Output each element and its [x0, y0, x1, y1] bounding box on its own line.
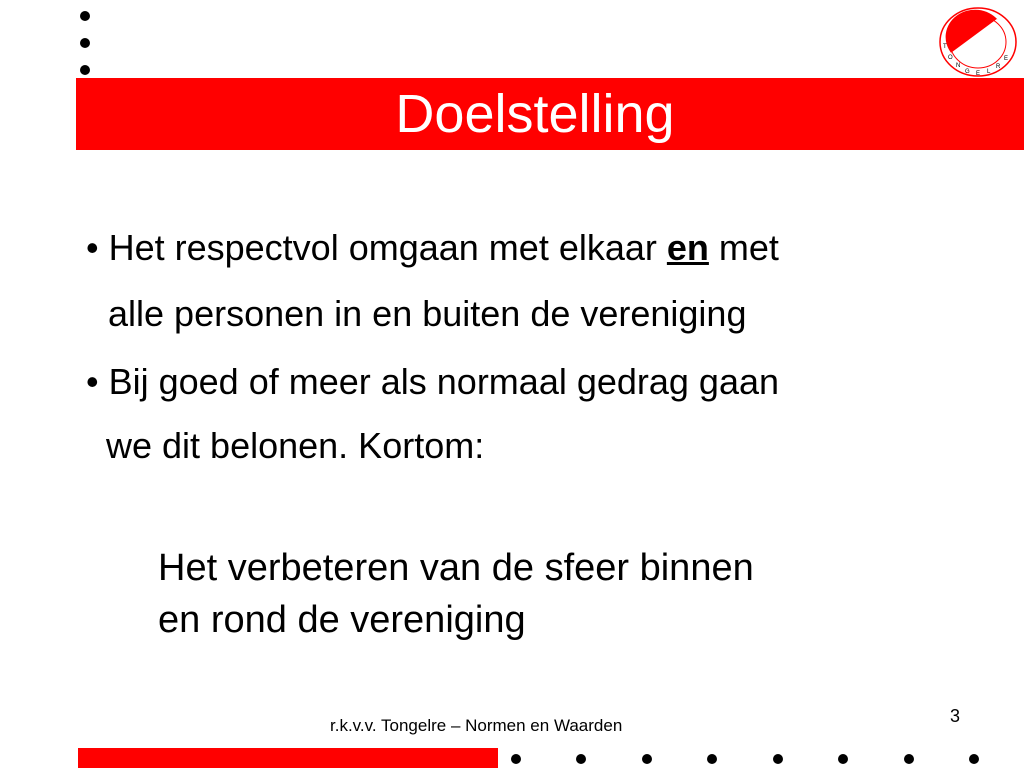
- conclusion-line-2: en rond de vereniging: [158, 599, 526, 641]
- svg-text:N: N: [956, 63, 961, 69]
- decor-dot: [80, 11, 90, 21]
- decor-dot: [80, 38, 90, 48]
- svg-text:L: L: [987, 69, 991, 75]
- svg-text:G: G: [965, 69, 970, 75]
- bullet-2-continuation: we dit belonen. Kortom:: [106, 425, 485, 466]
- decor-dot: [969, 754, 979, 764]
- decor-dot: [707, 754, 717, 764]
- bullet-1: [86, 226, 779, 270]
- decor-dot: [904, 754, 914, 764]
- decor-dot: [838, 754, 848, 764]
- footer-text: r.k.v.v. Tongelre – Normen en Waarden: [330, 716, 623, 735]
- svg-text:T: T: [943, 44, 947, 50]
- title-bar: [76, 78, 1024, 150]
- decor-dot: [642, 754, 652, 764]
- slide-title: Doelstelling: [395, 84, 675, 144]
- bullet-1-text-end: met: [708, 227, 779, 268]
- svg-text:E: E: [976, 71, 981, 77]
- footer-bar: [78, 748, 498, 768]
- bullet-1-continuation: alle personen in en buiten de vereniging: [108, 293, 747, 334]
- club-logo: [936, 4, 1020, 80]
- svg-text:R: R: [996, 64, 1001, 70]
- svg-text:O: O: [948, 55, 953, 61]
- bullet-1-emphasis: en: [666, 227, 709, 268]
- decor-dot: [773, 754, 783, 764]
- conclusion-line-1: Het verbeteren van de sfeer binnen: [158, 547, 754, 589]
- bullet-2: • Bij goed of meer als normaal gedrag gaan: [86, 361, 780, 402]
- bullet-1-text: • Het respectvol omgaan met elkaar: [86, 227, 667, 268]
- svg-text:E: E: [1004, 56, 1009, 62]
- decor-dot: [80, 65, 90, 75]
- decor-dot: [576, 754, 586, 764]
- decor-dot: [511, 754, 521, 764]
- page-number: 3: [950, 706, 961, 726]
